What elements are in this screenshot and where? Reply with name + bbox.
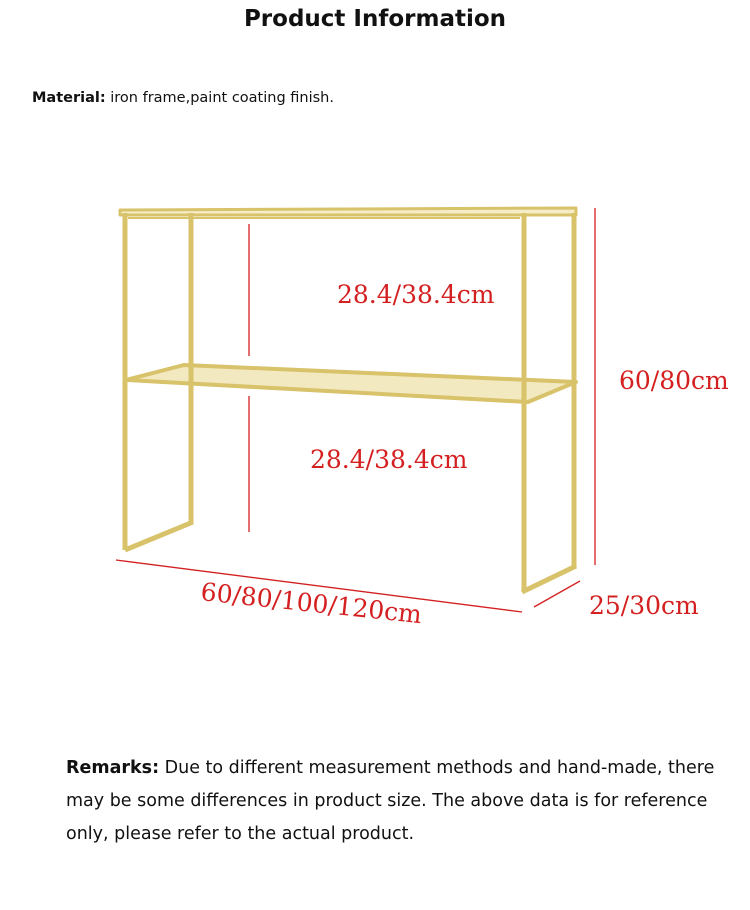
lower-height-label: 28.4/38.4cm — [310, 445, 468, 474]
total-height-label: 60/80cm — [619, 366, 729, 395]
shelf-frame — [120, 208, 576, 592]
remarks-paragraph — [66, 752, 746, 851]
material-text: iron frame,paint coating finish. — [105, 90, 334, 106]
material-label: Material: — [32, 90, 106, 106]
remarks-label: Remarks: — [66, 758, 160, 778]
remarks-text: Due to different measurement methods and hand-made, there may be some differences in product size. The above data is for reference only, please refer to the actual product. — [66, 758, 715, 844]
upper-height-label: 28.4/38.4cm — [337, 280, 495, 309]
page-title: Product Information — [243, 6, 507, 32]
length-label: 60/80/100/120cm — [199, 577, 424, 630]
top-shelf — [120, 208, 576, 215]
foot-left — [125, 522, 193, 550]
depth-label: 25/30cm — [589, 591, 699, 620]
